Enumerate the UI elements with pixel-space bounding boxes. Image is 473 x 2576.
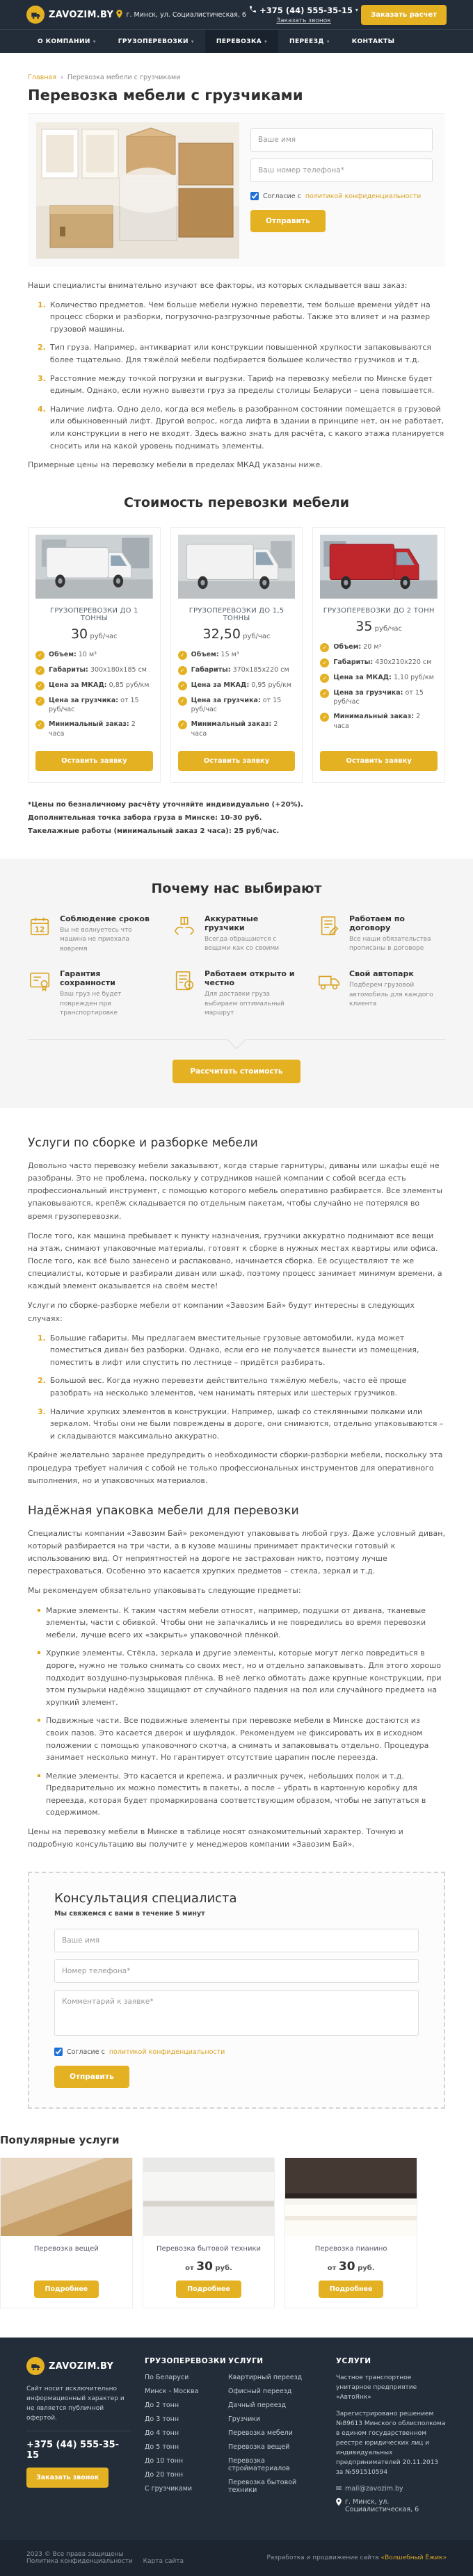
phone-input[interactable]	[250, 159, 433, 182]
list-text: Расстояние между точкой погрузки и выгрузки. Тариф на перевозку мебели по Минске будет единым. Однако, если нужно вывезти груз за пределы столицы Беларуси – цена повышается.	[49, 373, 435, 396]
services-paragraph: Цены на перевозку мебели в Минске в таблице носят ознакомительный характер. Точную и подробную консультацию вы получите у менеджеров компании «Завозим Бай».	[28, 1827, 403, 1849]
leave-request-button[interactable]: Оставить заявку	[35, 751, 153, 771]
footer-link[interactable]: Офисный переезд	[228, 2388, 292, 2396]
check-icon: ✓	[35, 720, 45, 729]
caret-down-icon: ▾	[264, 38, 268, 44]
features-grid	[28, 914, 445, 1019]
spec-value: 2 часа	[49, 720, 136, 738]
footer	[0, 2338, 473, 2575]
footer-link[interactable]: До 5 тонн	[145, 2443, 179, 2452]
check-icon: ✓	[320, 674, 329, 683]
feature-text: Для доставки груза выбираем оптимальный маршрут	[205, 991, 284, 1017]
route-doc-icon	[173, 969, 198, 995]
consult-comment-textarea[interactable]	[54, 1990, 419, 2036]
spec-label: Цена за МКАД:	[49, 681, 107, 689]
pricing-note: *Цены по безналичному расчёту уточняйте индивидуально (+20%).	[28, 800, 303, 809]
main-nav	[0, 29, 473, 53]
privacy-policy-link[interactable]: политикой конфиденциальности	[109, 2048, 225, 2056]
van-image	[320, 535, 438, 599]
intro-list-item	[38, 341, 445, 366]
check-icon: ✓	[320, 713, 329, 722]
services-paragraph: Довольно часто перевозку мебели заказывают, когда старые гарнитуры, диваны или шкафы ещё не разобраны. Это не проблема, поскольку у сотрудников нашей компании с собой всегда есть профессиональный инструмент, с помощью которого мебель оперативно разбирается. Все элементы упаковываются, крепёж складывается по отдельным пакетам, чтобы случайно не потерялся во время грузоперевозки.	[28, 1160, 442, 1221]
nav-item-move[interactable]: ПЕРЕЕЗД ▾	[289, 38, 330, 45]
spec-value: 20 м³	[363, 642, 382, 651]
address-text: г. Минск, ул. Социалистическая, 6	[126, 10, 246, 19]
credit-link[interactable]: «Волшебный Ёжик»	[380, 2554, 447, 2561]
footer-address-text: г. Минск, ул. Социалистическая, 6	[345, 2497, 419, 2513]
truck-logo-icon	[26, 6, 45, 24]
spec-label: Цена за грузчика:	[191, 696, 261, 704]
footer-bottom	[0, 2540, 473, 2576]
check-icon: ✓	[320, 658, 329, 667]
feature-title: Свой автопарк	[349, 969, 414, 979]
spec-label: Габариты:	[49, 665, 88, 674]
services-section	[28, 1133, 445, 1851]
footer-col-heading: ГРУЗОПЕРЕВОЗКИ	[145, 2357, 227, 2366]
list-item	[38, 1332, 445, 1369]
services-paragraph: Мы рекомендуем обязательно упаковывать следующие предметы:	[28, 1586, 301, 1596]
page-title: Перевозка мебели с грузчиками	[28, 87, 303, 104]
feature-item	[28, 969, 156, 1019]
check-icon: ✓	[35, 651, 45, 660]
logo-text: ZAVOZIM.BY	[49, 9, 114, 20]
spec-row	[35, 681, 153, 690]
consent-row	[54, 2048, 419, 2056]
consult-form	[54, 1929, 419, 2088]
footer-col-heading: УСЛУГИ	[228, 2357, 264, 2366]
hero-image	[36, 122, 239, 259]
popular-card	[143, 2157, 275, 2308]
feature-title: Работаем открыто и честно	[205, 969, 295, 988]
feature-title: Работаем по договору	[349, 914, 405, 932]
nav-item-about[interactable]: О КОМПАНИИ ▾	[38, 38, 96, 45]
footer-email	[336, 2485, 447, 2493]
footer-link[interactable]: До 10 тонн	[145, 2457, 184, 2465]
services-paragraph: После того, как машина пребывает к пункту назначения, грузчики аккуратно поднимают все вещи на этаж, снимают упаковочные материалы, готовят к сборке в нужных местах квартиры или офиса. После того, как всё было занесено и распаковано, начинается сборка. Её осуществляют те же специалисты, которые и разбирали диван или шкаф, поэтому процесс занимает минимум времени, а каждый элемент оказывается на своём месте!	[28, 1231, 442, 1291]
feature-text: Вы не волнуетесь что машина не приехала вовремя	[60, 926, 132, 953]
envelope-icon: ✉	[336, 2484, 342, 2493]
pricing-note: Дополнительная точка забора груза в Минске: 10-30 руб.	[28, 813, 262, 822]
section-divider	[28, 1039, 445, 1040]
spec-value: 300х180х185 см	[90, 665, 147, 674]
pricing-card	[28, 527, 161, 783]
feature-item	[173, 969, 300, 1019]
popular-card-title: Перевозка бытовой техники	[156, 2245, 261, 2253]
spec-list	[178, 650, 296, 744]
footer-link[interactable]: До 20 тонн	[145, 2471, 184, 2479]
list-item: Маркие элементы. К таким частям мебели относят, например, подушки от дивана, тканевые элементы, части с обивкой. Чтобы они не запачкались и не повредились во время перевозки мебели, лучше всего их «закрыть» упаковочной плёнкой.	[38, 1605, 445, 1642]
more-button[interactable]: Подробнее	[34, 2281, 99, 2298]
consult-box	[28, 1872, 445, 2109]
list-text: Наличие хрупких элементов в конструкции. Например, шкаф со стеклянными полками или зеркалом. Чтобы они не были повреждены в дороге, они снимаются, отдельно упаковываются – и складываются максимально аккуратно.	[49, 1407, 444, 1441]
spec-value: 10 м³	[78, 650, 97, 658]
footer-link[interactable]: С грузчиками	[145, 2485, 193, 2493]
order-call-button[interactable]: Заказать звонок	[26, 2468, 109, 2488]
spec-value: 2 часа	[191, 720, 278, 738]
footer-col-company	[336, 2357, 447, 2518]
consult-heading: Консультация специалиста	[54, 1891, 237, 1906]
spec-value: от 15 руб/час	[333, 688, 424, 706]
breadcrumb-home-link[interactable]: Главная	[28, 74, 57, 81]
pin-icon	[336, 2498, 342, 2508]
spec-value: 1,10 руб/км	[393, 673, 434, 681]
check-icon: ✓	[178, 651, 187, 660]
popular-card-price: от 30 руб.	[185, 2260, 232, 2274]
spec-value: от 15 руб/час	[191, 696, 282, 714]
truck-icon	[317, 969, 342, 995]
services-numbered-list	[38, 1332, 445, 1443]
van-image	[178, 535, 296, 599]
consult-phone-input[interactable]	[54, 1959, 419, 1983]
phone-icon	[249, 6, 257, 15]
check-icon: ✓	[320, 689, 329, 698]
spec-value: 430х210х220 см	[375, 658, 432, 666]
logo[interactable]	[26, 6, 113, 24]
phone-number[interactable]: +375 (44) 555-35-15 ▾	[249, 6, 358, 15]
footer-link[interactable]: Перевозка бытовой техники	[228, 2479, 297, 2495]
spec-row	[320, 642, 438, 652]
footer-col-info	[26, 2357, 131, 2518]
consent-checkbox[interactable]	[250, 192, 259, 200]
submit-button[interactable]: Отправить	[250, 210, 326, 232]
pricing-cards	[28, 527, 445, 783]
breadcrumb-current: Перевозка мебели с грузчиками	[67, 74, 181, 81]
hero-panel	[28, 114, 445, 267]
pricing-card-price: 30 руб/час	[70, 626, 118, 642]
boxes-image	[1, 2158, 132, 2236]
popular-card-price	[8, 2260, 125, 2274]
leave-request-button[interactable]: Оставить заявку	[178, 751, 296, 771]
footer-col-heading: УСЛУГИ	[336, 2357, 371, 2366]
footer-company-name: Частное транспортное унитарное предприятие «АвтоЯнк»	[336, 2374, 417, 2401]
consult-subtitle: Мы свяжемся с вами в течение 5 минут	[54, 1910, 205, 1918]
spec-row	[35, 696, 153, 715]
check-icon: ✓	[35, 681, 45, 690]
consult-submit-button[interactable]: Отправить	[54, 2066, 129, 2088]
spec-value: 0,95 руб/км	[251, 681, 292, 689]
intro-list-item	[38, 373, 445, 397]
spec-row	[178, 681, 296, 690]
list-number: 3.	[38, 1407, 46, 1416]
feature-title: Аккуратные грузчики	[205, 914, 259, 932]
truck-logo-icon	[26, 2357, 45, 2375]
top-bar	[0, 0, 473, 29]
spec-list	[35, 650, 153, 744]
spec-label: Минимальный заказ:	[191, 720, 272, 729]
footer-link[interactable]: До 3 тонн	[145, 2415, 179, 2424]
breadcrumb	[28, 74, 445, 81]
contract-icon	[317, 914, 342, 940]
packing-list	[38, 1605, 445, 1820]
popular-card	[284, 2157, 417, 2308]
footer-col-cargo	[145, 2357, 227, 2518]
footer-logo[interactable]	[26, 2357, 131, 2375]
list-item: Мелкие элементы. Это касается и крепежа, и различных ручек, небольших полок и т.д. Предварительно их можно поместить в пакеты, а после – убрать в картонную коробку для переезда, которая будет промаркирована соответствующим образом, чтобы не запутаться в содержимом.	[38, 1770, 445, 1819]
spec-value: от 15 руб/час	[49, 696, 139, 714]
pricing-heading: Стоимость перевозки мебели	[123, 494, 350, 510]
breadcrumb-separator: ›	[61, 74, 63, 81]
pricing-card-title: ГРУЗОПЕРЕВОЗКИ ДО 2 ТОНН	[323, 606, 435, 615]
caret-down-icon[interactable]: ▾	[355, 7, 358, 13]
feature-title: Соблюдение сроков	[60, 914, 150, 923]
feature-text: Подберем грузовой автомобиль для каждого клиента	[349, 982, 433, 1008]
list-number: 1.	[38, 300, 46, 309]
intro-lead: Наши специалисты внимательно изучают все факторы, из которых складывается ваш заказ:	[28, 281, 408, 290]
feature-text: Ваш груз не будет поврежден при транспортировке	[60, 991, 122, 1017]
svg-text:12: 12	[34, 925, 45, 934]
footer-link[interactable]: Квартирный переезд	[228, 2374, 303, 2382]
list-item: Подвижные части. Все подвижные элементы при перевозке мебели в Минске достаются из своих пазов. Это касается дверок и шуфлядок. Рекомендуем не фиксировать их в исходном положении с помощью упаковочного скотча, а снимать и запаковывать отдельно. Процедура занимает несколько минут. Но гарантирует отсутствие царапин после переезда.	[38, 1715, 445, 1763]
services-paragraph: Крайне желательно заранее предупредить о необходимости сборки-разборки мебели, поскольку эта процедура требует наличия с собой не только профессиональных инструментов для оперативного выполнения, но и упаковочных материалов.	[28, 1450, 443, 1485]
spec-row	[178, 720, 296, 738]
certificate-icon	[28, 969, 53, 995]
spec-list	[320, 642, 438, 744]
spec-label: Минимальный заказ:	[49, 720, 129, 729]
footer-link[interactable]: До 2 тонн	[145, 2401, 179, 2410]
spec-label: Минимальный заказ:	[333, 713, 415, 721]
feature-item	[317, 914, 445, 955]
pricing-notes	[28, 801, 445, 835]
list-number: 2.	[38, 1376, 46, 1386]
pin-icon	[116, 10, 122, 20]
list-number: 3.	[38, 373, 46, 383]
spec-row	[35, 665, 153, 675]
feature-item	[173, 914, 300, 955]
name-input[interactable]	[250, 128, 433, 152]
footer-registration: Зарегистрировано решением №89613 Минского облисполкома в едином государственном реестре юридических лиц и индивидуальных предпринимателей 20.11.2013 за №591510594	[336, 2411, 446, 2476]
check-icon: ✓	[320, 643, 329, 652]
credit-text: Разработка и продвижение сайта «Волшебный Ёжик»	[266, 2554, 447, 2561]
spec-label: Габариты:	[191, 665, 231, 674]
privacy-link[interactable]: Политика конфиденциальности	[26, 2557, 133, 2565]
check-icon: ✓	[35, 666, 45, 675]
list-item	[38, 1375, 445, 1399]
spec-row	[178, 665, 296, 675]
logo-text: ZAVOZIM.BY	[49, 2360, 114, 2372]
feature-text: Всегда обращаются с вещами как со своими	[205, 935, 280, 953]
feature-text: Все наши обязательства прописаны в договоре	[349, 935, 431, 953]
spec-row	[320, 673, 438, 683]
intro-list	[38, 299, 445, 453]
spec-row	[35, 720, 153, 738]
phone-block	[249, 6, 358, 24]
popular-heading: Популярные услуги	[0, 2134, 120, 2147]
spec-label: Цена за МКАД:	[191, 681, 250, 689]
intro-list-item	[38, 403, 445, 452]
caret-down-icon: ▾	[191, 38, 194, 44]
privacy-policy-link[interactable]: политикой конфиденциальности	[305, 192, 422, 200]
feature-title: Гарантия сохранности	[60, 969, 115, 988]
order-calc-button[interactable]: Заказать расчет	[361, 5, 447, 25]
more-button[interactable]: Подробнее	[176, 2281, 241, 2298]
services-heading: Услуги по сборке и разборке мебели	[28, 1135, 258, 1150]
popular-card-title: Перевозка вещей	[33, 2245, 99, 2253]
list-text: Наличие лифта. Одно дело, когда вся мебель в разобранном состоянии помещается в грузовой или обыкновенный лифт. Другой вопрос, когда лифта в здании в принципе нет, он не работает, или конструкции в него не входят. Здесь важно знать для расчёта, с какого этажа планируется сносить или на какой уровень поднимать элементы.	[49, 404, 444, 451]
spec-value: 0,85 руб/км	[109, 681, 150, 689]
check-icon: ✓	[178, 681, 187, 690]
popular-card	[0, 2157, 133, 2308]
spec-row	[320, 688, 438, 707]
footer-phone[interactable]: +375 (44) 555-35-15	[26, 2440, 120, 2461]
footer-disclaimer: Сайт носит исключительно информационный характер и не является публичной офертой.	[26, 2385, 125, 2422]
popular-card-title: Перевозка пианино	[314, 2245, 387, 2253]
spec-value: 2 часа	[333, 713, 421, 730]
consent-checkbox[interactable]	[54, 2048, 63, 2056]
footer-link[interactable]: Грузчики	[228, 2415, 261, 2424]
kitchen-image	[143, 2158, 275, 2236]
footer-link[interactable]: Перевозка стройматериалов	[228, 2457, 290, 2473]
piano-image	[285, 2158, 417, 2236]
spec-label: Объем:	[191, 650, 219, 658]
feature-item	[317, 969, 445, 1019]
email-link[interactable]: mail@zavozim.by	[344, 2484, 403, 2493]
consent-row	[250, 192, 433, 200]
intro-outro: Примерные цены на перевозку мебели в пределах МКАД указаны ниже.	[28, 460, 323, 470]
pricing-card-price: 32,50 руб/час	[202, 626, 271, 642]
list-text: Тип груза. Например, антиквариат или конструкции повышенной хрупкости запаковываются более тщательно. Для тяжёлой мебели подбирается большее количество грузчиков и т.д.	[49, 343, 432, 364]
spec-row	[35, 650, 153, 660]
pricing-card	[312, 527, 445, 783]
hands-box-icon	[173, 914, 198, 940]
footer-col-services	[228, 2357, 322, 2518]
pricing-card	[170, 527, 303, 783]
footer-link[interactable]: По Беларуси	[145, 2374, 189, 2382]
more-button[interactable]: Подробнее	[319, 2281, 384, 2298]
spec-label: Цена за грузчика:	[49, 696, 119, 704]
services-paragraph: Услуги по сборке-разборке мебели от компании «Завозим Бай» будут интересны в следующих случаях:	[28, 1301, 415, 1323]
popular-card-price: от 30 руб.	[327, 2260, 375, 2274]
copyright: 2023 © Все права защищены	[26, 2550, 124, 2558]
list-item	[38, 1406, 445, 1443]
spec-label: Цена за грузчика:	[333, 688, 403, 697]
spec-label: Объем:	[49, 650, 77, 658]
list-number: 2.	[38, 343, 46, 353]
spec-value: 15 м³	[221, 650, 239, 658]
spec-row	[320, 712, 438, 731]
hero-form	[249, 122, 437, 259]
caret-down-icon: ▾	[93, 38, 96, 44]
pricing-card-title: ГРУЗОПЕРЕВОЗКИ ДО 1,5 ТОННЫ	[189, 606, 284, 622]
check-icon: ✓	[178, 666, 187, 675]
caret-down-icon: ▾	[326, 38, 330, 44]
footer-link[interactable]: Минск - Москва	[145, 2388, 199, 2396]
check-icon: ✓	[178, 720, 187, 729]
intro-text	[28, 280, 445, 471]
footer-link[interactable]: Дачный переезд	[228, 2401, 287, 2410]
footer-link[interactable]: До 4 тонн	[145, 2429, 179, 2438]
why-section	[0, 859, 473, 1108]
services-paragraph: Специалисты компании «Завозим Бай» рекомендуют упаковывать любой груз. Даже условный диван, который разбирается на три части, а в кузове машины принимает практически готовый к использованию вид. От неприятностей на дороге не застрахован никто, поэтому лучше перестраховаться. Особенно это касается хрупких предметов – стекла, зеркал и т.д.	[28, 1528, 445, 1576]
list-number: 4.	[38, 404, 46, 414]
spec-value: 370х185х220 см	[232, 665, 289, 674]
pricing-note: Такелажные работы (минимальный заказ 2 часа): 25 руб/час.	[28, 827, 280, 835]
nav-item-cargo[interactable]: ГРУЗОПЕРЕВОЗКИ ▾	[118, 38, 194, 45]
footer-link[interactable]: Перевозка мебели	[228, 2429, 293, 2438]
spec-row	[178, 650, 296, 660]
address	[116, 10, 246, 20]
sitemap-link[interactable]: Карта сайта	[143, 2557, 184, 2565]
check-icon: ✓	[178, 697, 187, 706]
popular-section	[0, 2134, 417, 2308]
spec-label: Цена за МКАД:	[333, 673, 392, 681]
footer-link[interactable]: Перевозка вещей	[228, 2443, 290, 2452]
packing-heading: Надёжная упаковка мебели для перевозки	[28, 1503, 299, 1518]
list-text: Большие габариты. Мы предлагаем вместительные грузовые автомобили, куда может поместиться диван без разборки. Однако, если его не получается вынести из помещения, поместить в лифт или спустить по лестнице – придётся разбирать.	[49, 1333, 419, 1367]
consult-name-input[interactable]	[54, 1929, 419, 1952]
spec-label: Объем:	[333, 642, 362, 651]
spec-row	[320, 658, 438, 667]
why-heading: Почему нас выбирают	[151, 880, 322, 896]
consent-label: Согласие с	[263, 192, 301, 200]
consent-label: Согласие с	[67, 2048, 105, 2056]
leave-request-button[interactable]: Оставить заявку	[320, 751, 438, 771]
pricing-card-price: 35 руб/час	[355, 618, 403, 634]
list-text: Количество предметов. Чем больше мебели нужно перевезти, тем больше времени уйдёт на процесс сборки и разборки, погрузочно-разгрузочные работы. Также это влияет и на размер грузовой машины.	[49, 300, 431, 334]
list-item: Хрупкие элементы. Стёкла, зеркала и другие элементы, которые могут легко повредиться в дороге, нужно не только снимать со своих мест, но и отдельно запаковывать. Для этого хорошо подходит воздушно-пузырьковая плёнка. В неё легко обмотать даже крупные конструкции, при этом пузырьки надёжно защищают от случайного падения на пол или случайного предмета на хрупкий элемент.	[38, 1647, 445, 1708]
feature-item	[28, 914, 156, 955]
van-image	[35, 535, 153, 599]
spec-row	[178, 696, 296, 715]
nav-item-transport[interactable]: ПЕРЕВОЗКА ▾	[205, 30, 278, 53]
intro-list-item	[38, 299, 445, 336]
nav-item-contacts[interactable]: КОНТАКТЫ	[351, 38, 395, 45]
calendar-icon	[28, 914, 53, 940]
check-icon: ✓	[35, 697, 45, 706]
list-number: 1.	[38, 1333, 46, 1343]
order-call-link[interactable]: Заказать звонок	[276, 17, 331, 24]
pricing-card-title: ГРУЗОПЕРЕВОЗКИ ДО 1 ТОННЫ	[50, 606, 138, 622]
footer-address	[336, 2498, 447, 2513]
calculate-cost-button[interactable]: Рассчитать стоимость	[173, 1060, 301, 1083]
list-text: Большой вес. Когда нужно перевезти действительно тяжёлую мебель, часто её проще разобрать на несколько элементов, чем нанимать пятерых или шестерых грузчиков.	[49, 1376, 407, 1398]
spec-label: Габариты:	[333, 658, 374, 666]
